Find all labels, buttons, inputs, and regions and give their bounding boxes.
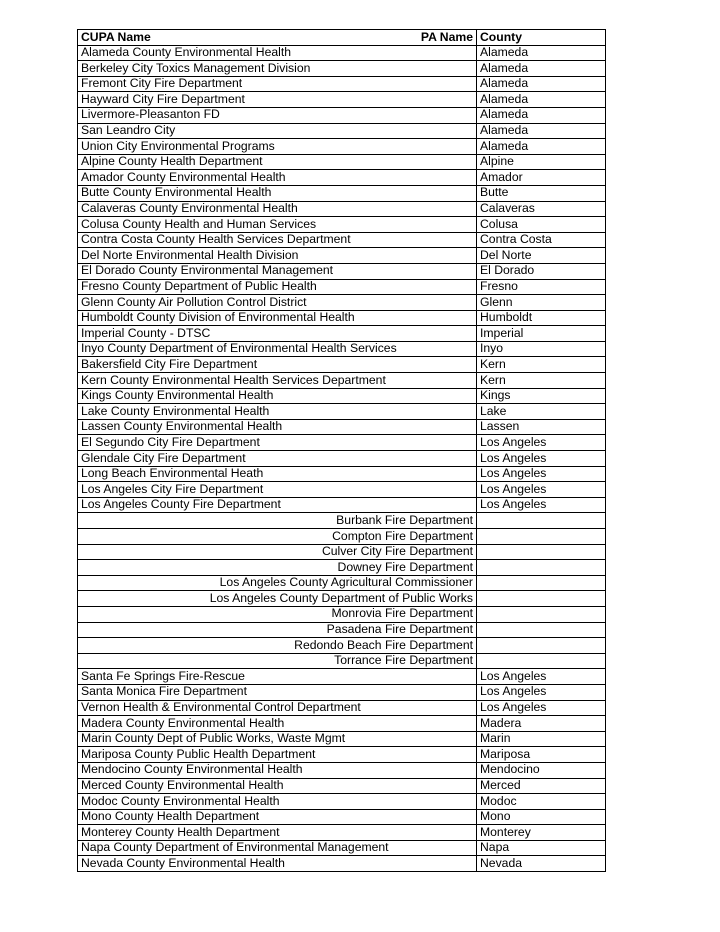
cupa-name-cell: Monterey County Health Department (78, 825, 477, 841)
table-row (78, 747, 606, 763)
table-row (78, 170, 606, 186)
county-cell: Los Angeles (477, 669, 606, 685)
table-row (78, 606, 606, 622)
table-row (78, 466, 606, 482)
cupa-name-cell: Berkeley City Toxics Management Division (78, 61, 477, 77)
cupa-name-cell: Lassen County Environmental Health (78, 419, 477, 435)
county-cell: Alameda (477, 76, 606, 92)
county-cell: Madera (477, 716, 606, 732)
cupa-name-cell: Glenn County Air Pollution Control District (78, 295, 477, 311)
cupa-name-cell: Kern County Environmental Health Services Department (78, 373, 477, 389)
cupa-name-cell: Calaveras County Environmental Health (78, 201, 477, 217)
pa-name-cell: Downey Fire Department (78, 560, 477, 576)
table-row (78, 513, 606, 529)
table-row (78, 497, 606, 513)
table-row (78, 45, 606, 61)
table-row (78, 201, 606, 217)
pa-name-cell: Compton Fire Department (78, 529, 477, 545)
county-cell (477, 591, 606, 607)
table-row (78, 622, 606, 638)
table-row (78, 825, 606, 841)
table-row (78, 451, 606, 467)
table-row (78, 544, 606, 560)
table-row (78, 684, 606, 700)
table-row (78, 279, 606, 295)
cupa-name-cell: El Dorado County Environmental Management (78, 263, 477, 279)
table-row (78, 373, 606, 389)
county-cell: Kern (477, 357, 606, 373)
table-row (78, 139, 606, 155)
pa-name-cell: Culver City Fire Department (78, 544, 477, 560)
county-cell (477, 513, 606, 529)
pa-name-cell: Monrovia Fire Department (78, 606, 477, 622)
table-row (78, 794, 606, 810)
cupa-name-cell: Napa County Department of Environmental Management (78, 840, 477, 856)
county-cell: Calaveras (477, 201, 606, 217)
county-cell: Kings (477, 388, 606, 404)
county-cell: Los Angeles (477, 451, 606, 467)
county-cell: Mono (477, 809, 606, 825)
table-row (78, 295, 606, 311)
cupa-name-cell: Fresno County Department of Public Health (78, 279, 477, 295)
county-cell: Alameda (477, 45, 606, 61)
cupa-name-cell: Hayward City Fire Department (78, 92, 477, 108)
cupa-name-cell: Mendocino County Environmental Health (78, 762, 477, 778)
table-row (78, 638, 606, 654)
cupa-name-cell: Marin County Dept of Public Works, Waste Mgmt (78, 731, 477, 747)
cupa-table (77, 29, 606, 872)
county-cell: Amador (477, 170, 606, 186)
county-cell: Nevada (477, 856, 606, 872)
header-county: County (477, 30, 606, 46)
cupa-name-cell: Madera County Environmental Health (78, 716, 477, 732)
county-cell (477, 560, 606, 576)
county-cell: Alameda (477, 107, 606, 123)
table-row (78, 310, 606, 326)
county-cell: Humboldt (477, 310, 606, 326)
table-row (78, 123, 606, 139)
cupa-name-cell: Imperial County - DTSC (78, 326, 477, 342)
table-row (78, 248, 606, 264)
table-row (78, 435, 606, 451)
header-pa-name: PA Name (420, 29, 473, 44)
county-cell: Del Norte (477, 248, 606, 264)
cupa-name-cell: Los Angeles City Fire Department (78, 482, 477, 498)
table-row (78, 762, 606, 778)
cupa-name-cell: Contra Costa County Health Services Department (78, 232, 477, 248)
table-row (78, 778, 606, 794)
table-row (78, 700, 606, 716)
table-row (78, 856, 606, 872)
county-cell: Merced (477, 778, 606, 794)
table-row (78, 107, 606, 123)
county-cell: Alameda (477, 92, 606, 108)
table-row (78, 388, 606, 404)
table-row (78, 76, 606, 92)
county-cell: Los Angeles (477, 497, 606, 513)
cupa-name-cell: Vernon Health & Environmental Control Department (78, 700, 477, 716)
table-row (78, 357, 606, 373)
table-row (78, 669, 606, 685)
pa-name-cell: Los Angeles County Department of Public Works (78, 591, 477, 607)
cupa-name-cell: Colusa County Health and Human Services (78, 217, 477, 233)
cupa-name-cell: Santa Fe Springs Fire-Rescue (78, 669, 477, 685)
county-cell (477, 575, 606, 591)
table-row (78, 716, 606, 732)
cupa-name-cell: Mono County Health Department (78, 809, 477, 825)
cupa-name-cell: Butte County Environmental Health (78, 185, 477, 201)
county-cell: Kern (477, 373, 606, 389)
cupa-name-cell: Santa Monica Fire Department (78, 684, 477, 700)
county-cell: Modoc (477, 794, 606, 810)
cupa-name-cell: Del Norte Environmental Health Division (78, 248, 477, 264)
cupa-name-cell: Kings County Environmental Health (78, 388, 477, 404)
cupa-name-cell: Bakersfield City Fire Department (78, 357, 477, 373)
cupa-name-cell: Los Angeles County Fire Department (78, 497, 477, 513)
cupa-name-cell: Modoc County Environmental Health (78, 794, 477, 810)
county-cell: Fresno (477, 279, 606, 295)
table-row (78, 653, 606, 669)
county-cell (477, 529, 606, 545)
county-cell: Monterey (477, 825, 606, 841)
county-cell: Alameda (477, 61, 606, 77)
cupa-name-cell: Nevada County Environmental Health (78, 856, 477, 872)
table-row (78, 263, 606, 279)
table-row (78, 185, 606, 201)
cupa-name-cell: Humboldt County Division of Environmental Health (78, 310, 477, 326)
county-cell: Imperial (477, 326, 606, 342)
county-cell: Los Angeles (477, 466, 606, 482)
county-cell (477, 544, 606, 560)
cupa-name-cell: Lake County Environmental Health (78, 404, 477, 420)
table-row (78, 232, 606, 248)
county-cell: Marin (477, 731, 606, 747)
table-row (78, 575, 606, 591)
table-row (78, 61, 606, 77)
cupa-name-cell: Fremont City Fire Department (78, 76, 477, 92)
county-cell (477, 622, 606, 638)
table-row (78, 326, 606, 342)
table-row (78, 341, 606, 357)
county-cell: Mariposa (477, 747, 606, 763)
cupa-name-cell: Inyo County Department of Environmental Health Services (78, 341, 477, 357)
county-cell: El Dorado (477, 263, 606, 279)
table-row (78, 404, 606, 420)
county-cell (477, 606, 606, 622)
cupa-name-cell: Alameda County Environmental Health (78, 45, 477, 61)
pa-name-cell: Los Angeles County Agricultural Commissioner (78, 575, 477, 591)
table-row (78, 529, 606, 545)
pa-name-cell: Pasadena Fire Department (78, 622, 477, 638)
table-row (78, 482, 606, 498)
cupa-name-cell: Alpine County Health Department (78, 154, 477, 170)
county-cell: Los Angeles (477, 700, 606, 716)
county-cell (477, 638, 606, 654)
county-cell: Alameda (477, 123, 606, 139)
cupa-name-cell: Union City Environmental Programs (78, 139, 477, 155)
cupa-name-cell: Long Beach Environmental Heath (78, 466, 477, 482)
county-cell: Los Angeles (477, 482, 606, 498)
table-row (78, 560, 606, 576)
pa-name-cell: Torrance Fire Department (78, 653, 477, 669)
cupa-name-cell: Livermore-Pleasanton FD (78, 107, 477, 123)
table-row (78, 217, 606, 233)
table-row (78, 809, 606, 825)
header-cupa-name: CUPA Name (81, 29, 151, 44)
county-cell: Alpine (477, 154, 606, 170)
county-cell: Mendocino (477, 762, 606, 778)
table-row (78, 840, 606, 856)
header-name-cell (78, 30, 477, 46)
table-row (78, 731, 606, 747)
county-cell: Los Angeles (477, 684, 606, 700)
pa-name-cell: Redondo Beach Fire Department (78, 638, 477, 654)
table-body (78, 45, 606, 871)
county-cell: Lassen (477, 419, 606, 435)
county-cell: Los Angeles (477, 435, 606, 451)
cupa-name-cell: Glendale City Fire Department (78, 451, 477, 467)
table-row (78, 419, 606, 435)
county-cell: Inyo (477, 341, 606, 357)
cupa-name-cell: Amador County Environmental Health (78, 170, 477, 186)
county-cell: Butte (477, 185, 606, 201)
county-cell: Alameda (477, 139, 606, 155)
county-cell: Contra Costa (477, 232, 606, 248)
cupa-name-cell: El Segundo City Fire Department (78, 435, 477, 451)
county-cell: Colusa (477, 217, 606, 233)
cupa-name-cell: Merced County Environmental Health (78, 778, 477, 794)
pa-name-cell: Burbank Fire Department (78, 513, 477, 529)
county-cell: Napa (477, 840, 606, 856)
cupa-name-cell: San Leandro City (78, 123, 477, 139)
table-row (78, 154, 606, 170)
cupa-name-cell: Mariposa County Public Health Department (78, 747, 477, 763)
table-row (78, 591, 606, 607)
county-cell (477, 653, 606, 669)
header-row (78, 30, 606, 46)
county-cell: Lake (477, 404, 606, 420)
county-cell: Glenn (477, 295, 606, 311)
table-row (78, 92, 606, 108)
